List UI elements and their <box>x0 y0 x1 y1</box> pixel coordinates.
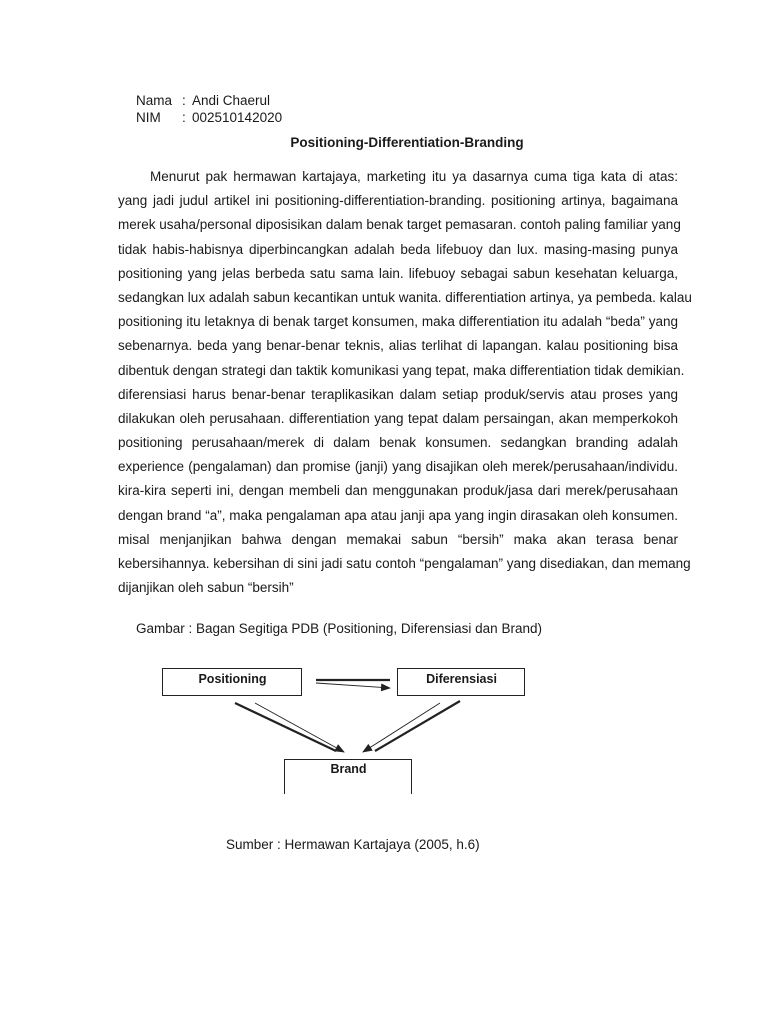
body-line: kebersihannya. kebersihan di sini jadi satu contoh “pengalaman” yang disediakan, dan memang <box>118 556 691 571</box>
name-label: Nama <box>136 93 173 108</box>
body-line: dilakukan oleh perusahaan. differentiation yang tepat dalam persaingan, akan memperkokoh <box>118 410 678 426</box>
body-line: positioning perusahaan/merek di dalam benak konsumen. sedangkan branding adalah <box>118 435 678 451</box>
nim-separator: : <box>182 110 186 125</box>
body-line: dijanjikan oleh sabun “bersih” <box>118 580 294 596</box>
nim-label: NIM <box>136 110 161 125</box>
student-info <box>136 92 282 126</box>
name-separator: : <box>182 93 186 108</box>
name-value: Andi Chaerul <box>192 93 271 108</box>
horizontal-thin-arrow <box>316 683 390 688</box>
brand-label: Brand <box>330 762 367 776</box>
diferensiasi-label: Diferensiasi <box>426 672 497 686</box>
body-paragraph <box>118 165 692 600</box>
body-line: positioning yang jelas berbeda satu sama lain. lifebuoy sebagai sabun kesehatan keluarga, <box>118 265 678 281</box>
body-line: sedangkan lux adalah sabun kecantikan untuk wanita. differentiation artinya, ya pembeda. kalau <box>118 289 692 305</box>
body-line: dibentuk dengan strategi dan taktik komunikasi yang tepat, maka differentiation tidak demikian. <box>118 362 685 378</box>
body-line: kira-kira seperti ini, dengan membeli dan menggunakan produk/jasa dari merek/perusahaan <box>118 483 678 499</box>
right-thin-arrow <box>363 703 440 752</box>
body-line: tidak habis-habisnya diperbincangkan adalah beda lifebuoy dan lux. masing-masing punya <box>118 241 678 257</box>
name-row <box>136 92 282 109</box>
body-line: Menurut pak hermawan kartajaya, marketing itu ya dasarnya cuma tiga kata di atas: <box>150 169 678 184</box>
body-line: positioning itu letaknya di benak target konsumen, maka differentiation itu adalah “beda” yang <box>118 314 678 330</box>
figure-caption: Gambar : Bagan Segitiga PDB (Positioning, Diferensiasi dan Brand) <box>136 621 542 636</box>
body-line: diferensiasi harus benar-benar teraplikasikan dalam setiap produk/servis atau proses yang <box>118 386 678 402</box>
body-line: experience (pengalaman) dan promise (janji) yang disajikan oleh merek/perusahaan/individu. <box>118 459 678 475</box>
body-line: merek usaha/personal diposisikan dalam benak target pemasaran. contoh paling familiar yang <box>118 217 681 233</box>
figure-source: Sumber : Hermawan Kartajaya (2005, h.6) <box>226 837 480 852</box>
nim-row <box>136 109 282 126</box>
left-thin-arrow <box>255 703 344 752</box>
body-line: sebenarnya. beda yang benar-benar teknis, alias terlihat di lapangan. kalau positioning bisa <box>118 338 678 354</box>
right-thick-line <box>375 701 460 751</box>
positioning-label: Positioning <box>198 672 267 686</box>
left-thick-line <box>235 703 336 751</box>
body-line: dengan brand “a”, maka pengalaman apa atau janji apa yang ingin dirasakan oleh konsumen. <box>118 507 678 523</box>
body-line: yang jadi judul artikel ini positioning-differentiation-branding. positioning artinya, bagaimana <box>118 193 678 209</box>
nim-value: 002510142020 <box>192 110 283 125</box>
document-title: Positioning-Differentiation-Branding <box>290 135 524 150</box>
document-title-row <box>0 134 768 151</box>
body-line: misal menjanjikan bahwa dengan memakai sabun “bersih” maka akan terasa benar <box>118 531 678 547</box>
